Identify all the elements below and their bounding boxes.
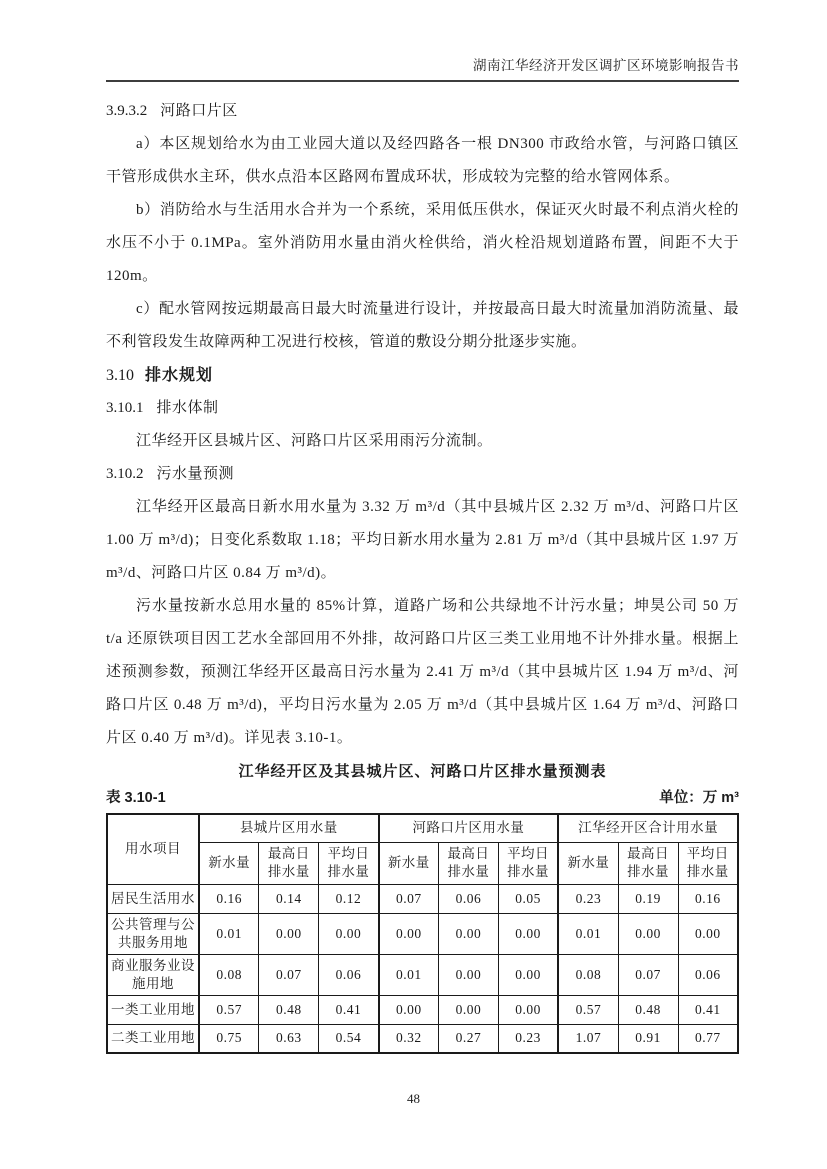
- value-cell: 0.16: [678, 884, 738, 913]
- value-cell: 0.00: [439, 954, 499, 995]
- subheader-avg-day: 平均日 排水量: [498, 842, 558, 884]
- value-cell: 0.00: [319, 913, 379, 954]
- value-cell: 0.48: [259, 995, 319, 1024]
- table-header-row-sub: [107, 842, 738, 884]
- value-cell: 0.57: [199, 995, 259, 1024]
- paragraph-pipe-network-c: c）配水管网按远期最高日最大时流量进行设计，并按最高日最大时流量加消防流量、最不利管段发生故障两种工况进行校核，管道的敷设分期分批逐步实施。: [106, 301, 739, 350]
- value-cell: 0.07: [618, 954, 678, 995]
- value-cell: 0.00: [498, 995, 558, 1024]
- heading-number: 3.10: [106, 367, 134, 384]
- heading-3-10-2: [106, 458, 739, 491]
- value-cell: 0.08: [199, 954, 259, 995]
- table-unit: 单位：万 m³: [659, 790, 739, 806]
- paragraph-sewage-forecast: 污水量按新水总用水量的 85%计算，道路广场和公共绿地不计污水量；坤昊公司 50 万 t/a 还原铁项目因工艺水全部回用不外排，故河路口片区三类工业用地不计外排水量。根据上述预测参数，预测江华经开区最高日污水量为 2.41 万 m³/d（其中县城片区 1.94 万 m³/d、河路口片区 0.48 万 m³/d)，平均日污水量为 2.05 万 m³/d（其中县城片区 1.64 万 m³/d、河路口片区 0.40 万 m³/d)。详见表 3.10-1。: [106, 598, 739, 746]
- value-cell: 0.27: [439, 1024, 499, 1053]
- subheader-new-water: 新水量: [379, 842, 439, 884]
- table-label: 表 3.10-1: [106, 790, 166, 806]
- value-cell: 0.41: [319, 995, 379, 1024]
- heading-number: 3.10.1: [106, 400, 144, 416]
- heading-3-9-3-2: [106, 95, 739, 128]
- value-cell: 0.00: [618, 913, 678, 954]
- header-usage-item: 用水项目: [107, 814, 199, 884]
- value-cell: 0.48: [618, 995, 678, 1024]
- value-cell: 0.12: [319, 884, 379, 913]
- value-cell: 0.00: [498, 913, 558, 954]
- value-cell: 0.05: [498, 884, 558, 913]
- value-cell: 0.23: [558, 884, 618, 913]
- subheader-max-day: 最高日 排水量: [439, 842, 499, 884]
- table-row: [107, 1024, 738, 1053]
- header-group-helukou: 河路口片区用水量: [379, 814, 559, 842]
- value-cell: 0.00: [678, 913, 738, 954]
- heading-title: 污水量预测: [156, 466, 235, 482]
- value-cell: 0.19: [618, 884, 678, 913]
- page-content: [106, 95, 739, 1054]
- value-cell: 0.23: [498, 1024, 558, 1053]
- value-cell: 0.41: [678, 995, 738, 1024]
- value-cell: 0.01: [379, 954, 439, 995]
- subheader-new-water: 新水量: [558, 842, 618, 884]
- item-cell: 居民生活用水: [107, 884, 199, 913]
- value-cell: 0.14: [259, 884, 319, 913]
- header-group-total: 江华经开区合计用水量: [558, 814, 738, 842]
- table-header-row-groups: [107, 814, 738, 842]
- value-cell: 0.06: [439, 884, 499, 913]
- table-row: [107, 995, 738, 1024]
- value-cell: 0.00: [498, 954, 558, 995]
- value-cell: 1.07: [558, 1024, 618, 1053]
- value-cell: 0.07: [379, 884, 439, 913]
- paragraph-water-consumption: 江华经开区最高日新水用水量为 3.32 万 m³/d（其中县城片区 2.32 万 m³/d、河路口片区 1.00 万 m³/d)；日变化系数取 1.18；平均日新水用水量为 2.81 万 m³/d（其中县城片区 1.97 万 m³/d、河路口片区 0.84 万 m³/d)。: [106, 499, 739, 581]
- heading-title: 河路口片区: [160, 103, 238, 119]
- table-caption-row: [106, 786, 739, 810]
- value-cell: 0.00: [379, 913, 439, 954]
- table-row: [107, 954, 738, 995]
- heading-number: 3.10.2: [106, 466, 144, 482]
- paragraph-drainage-system: 江华经开区县城片区、河路口片区采用雨污分流制。: [136, 433, 493, 449]
- heading-title: 排水体制: [156, 400, 219, 416]
- value-cell: 0.75: [199, 1024, 259, 1053]
- value-cell: 0.77: [678, 1024, 738, 1053]
- value-cell: 0.01: [558, 913, 618, 954]
- table-title: 江华经开区及其县城片区、河路口片区排水量预测表: [238, 763, 607, 780]
- paragraph-fire-water-b: b）消防给水与生活用水合并为一个系统，采用低压供水，保证灭火时最不利点消火栓的水压不小于 0.1MPa。室外消防用水量由消火栓供给，消火栓沿规划道路布置，间距不大于 120m。: [106, 202, 739, 284]
- page-number: 48: [407, 1091, 420, 1106]
- value-cell: 0.07: [259, 954, 319, 995]
- item-cell: 公共管理与公共服务用地: [107, 913, 199, 954]
- header-group-county: 县城片区用水量: [199, 814, 379, 842]
- header-rule: [106, 80, 739, 82]
- item-cell: 二类工业用地: [107, 1024, 199, 1053]
- value-cell: 0.00: [439, 995, 499, 1024]
- table-row: [107, 913, 738, 954]
- value-cell: 0.06: [319, 954, 379, 995]
- running-header: 湖南江华经济开发区调扩区环境影响报告书: [473, 58, 739, 73]
- subheader-max-day: 最高日 排水量: [259, 842, 319, 884]
- value-cell: 0.06: [678, 954, 738, 995]
- paragraph-water-supply-a: a）本区规划给水为由工业园大道以及经四路各一根 DN300 市政给水管，与河路口镇区干管形成供水主环，供水点沿本区路网布置成环状，形成较为完整的给水管网体系。: [106, 136, 739, 185]
- value-cell: 0.16: [199, 884, 259, 913]
- value-cell: 0.32: [379, 1024, 439, 1053]
- subheader-avg-day: 平均日 排水量: [319, 842, 379, 884]
- value-cell: 0.63: [259, 1024, 319, 1053]
- heading-number: 3.9.3.2: [106, 103, 148, 119]
- subheader-new-water: 新水量: [199, 842, 259, 884]
- value-cell: 0.00: [439, 913, 499, 954]
- value-cell: 0.08: [558, 954, 618, 995]
- value-cell: 0.57: [558, 995, 618, 1024]
- value-cell: 0.54: [319, 1024, 379, 1053]
- table-row: [107, 884, 738, 913]
- value-cell: 0.01: [199, 913, 259, 954]
- drainage-forecast-table: [106, 813, 739, 1054]
- item-cell: 商业服务业设施用地: [107, 954, 199, 995]
- heading-title: 排水规划: [145, 367, 214, 384]
- heading-3-10-1: [106, 392, 739, 425]
- value-cell: 0.00: [379, 995, 439, 1024]
- value-cell: 0.91: [618, 1024, 678, 1053]
- item-cell: 一类工业用地: [107, 995, 199, 1024]
- subheader-avg-day: 平均日 排水量: [678, 842, 738, 884]
- value-cell: 0.00: [259, 913, 319, 954]
- heading-3-10: [106, 359, 739, 392]
- subheader-max-day: 最高日 排水量: [618, 842, 678, 884]
